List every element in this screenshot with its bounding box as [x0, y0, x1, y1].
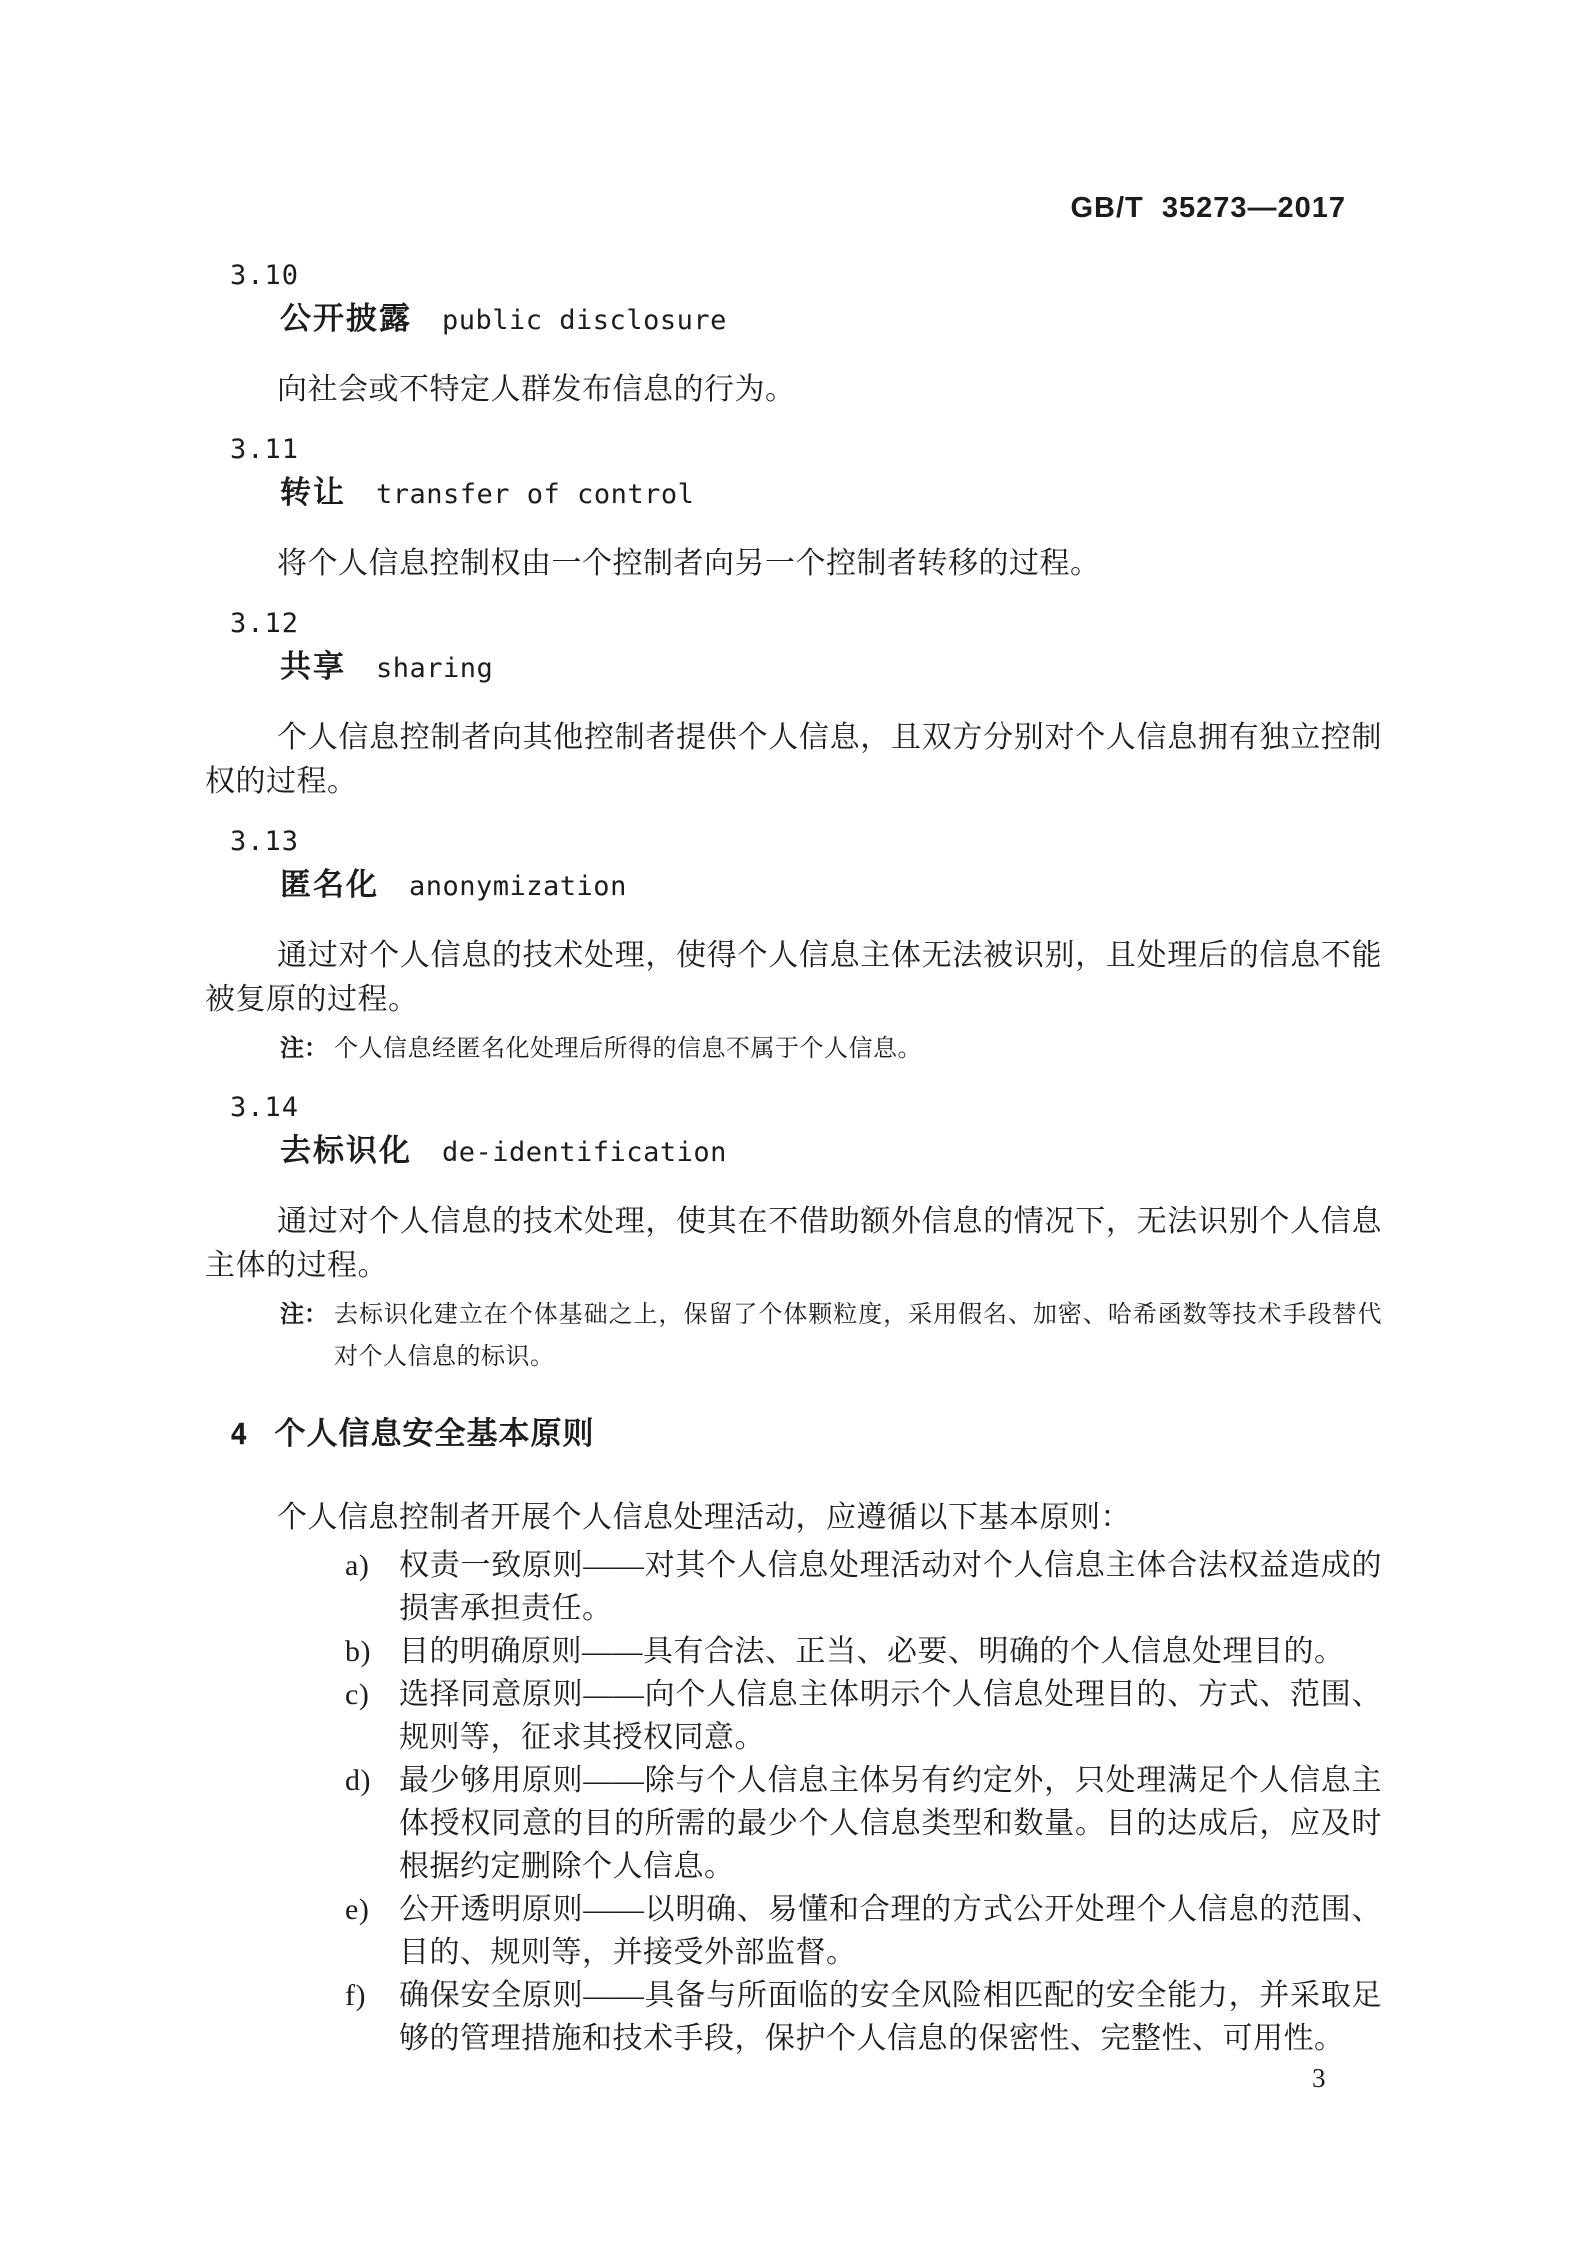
principle-item-a	[205, 1544, 1382, 1630]
term-title	[205, 298, 1382, 346]
section-heading	[205, 1412, 1382, 1456]
section-intro: 个人信息控制者开展个人信息处理活动，应遵循以下基本原则：	[277, 1501, 1131, 1534]
note-text: 个人信息经匿名化处理后所得的信息不属于个人信息。	[334, 1036, 922, 1062]
principle-text: 权责一致原则——对其个人信息处理活动对个人信息主体合法权益造成的损害承担责任。	[399, 1549, 1382, 1625]
clause-number: 3.11	[230, 434, 300, 465]
term-note	[280, 1028, 1382, 1070]
note-text: 去标识化建立在个体基础之上，保留了个体颗粒度，采用假名、加密、哈希函数等技术手段替代对个人信息的标识。	[334, 1302, 1382, 1370]
note-label: 注：	[280, 1035, 328, 1062]
term-en: sharing	[376, 653, 494, 684]
term-zh: 共享	[280, 649, 346, 684]
term-en: public disclosure	[442, 305, 727, 336]
page-number: 3	[1312, 2063, 1326, 2093]
principle-item-d	[205, 1759, 1382, 1888]
principle-marker: e)	[345, 1893, 370, 1926]
term-note	[280, 1294, 1382, 1378]
term-zh: 匿名化	[280, 867, 379, 902]
term-definition: 通过对个人信息的技术处理，使得个人信息主体无法被识别，且处理后的信息不能被复原的过程。	[205, 939, 1382, 1016]
section-title: 个人信息安全基本原则	[274, 1416, 595, 1451]
principle-item-c	[205, 1673, 1382, 1759]
section-number: 4	[230, 1417, 249, 1451]
term-title	[205, 472, 1382, 520]
clause-number: 3.12	[230, 608, 300, 639]
term-definition: 向社会或不特定人群发布信息的行为。	[277, 373, 796, 406]
clause-number: 3.14	[230, 1092, 300, 1123]
term-zh: 转让	[280, 475, 346, 510]
term-definition: 将个人信息控制权由一个控制者向另一个控制者转移的过程。	[277, 547, 1101, 580]
principle-marker: d)	[345, 1764, 371, 1797]
note-label: 注：	[280, 1301, 328, 1328]
term-title	[205, 646, 1382, 694]
term-zh: 公开披露	[280, 301, 412, 336]
principle-item-f	[205, 1974, 1382, 2060]
term-block-3-10	[205, 258, 1382, 412]
term-definition: 通过对个人信息的技术处理，使其在不借助额外信息的情况下，无法识别个人信息主体的过程。	[205, 1205, 1382, 1282]
term-en: transfer of control	[376, 479, 695, 510]
clause-number: 3.13	[230, 826, 300, 857]
doc-number-header: GB/T 35273—2017	[1070, 192, 1346, 224]
term-block-3-12	[205, 606, 1382, 804]
principle-marker: b)	[345, 1635, 371, 1668]
term-block-3-13	[205, 824, 1382, 1070]
principle-text: 目的明确原则——具有合法、正当、必要、明确的个人信息处理目的。	[399, 1635, 1345, 1668]
principle-text: 确保安全原则——具备与所面临的安全风险相匹配的安全能力，并采取足够的管理措施和技术手段，保护个人信息的保密性、完整性、可用性。	[399, 1979, 1382, 2055]
principle-marker: c)	[345, 1678, 370, 1711]
principle-marker: f)	[345, 1979, 366, 2012]
term-definition: 个人信息控制者向其他控制者提供个人信息，且双方分别对个人信息拥有独立控制权的过程。	[205, 721, 1382, 798]
term-block-3-11	[205, 432, 1382, 586]
clause-number: 3.10	[230, 260, 300, 291]
term-title	[205, 864, 1382, 912]
term-en: anonymization	[409, 871, 627, 902]
principle-text: 最少够用原则——除与个人信息主体另有约定外，只处理满足个人信息主体授权同意的目的所需的最少个人信息类型和数量。目的达成后，应及时根据约定删除个人信息。	[399, 1764, 1382, 1883]
term-title	[205, 1130, 1382, 1178]
principle-text: 选择同意原则——向个人信息主体明示个人信息处理目的、方式、范围、规则等，征求其授权同意。	[399, 1678, 1382, 1754]
term-block-3-14	[205, 1090, 1382, 1378]
term-zh: 去标识化	[280, 1133, 412, 1168]
principle-marker: a)	[345, 1549, 370, 1582]
term-en: de-identification	[442, 1137, 727, 1168]
principle-text: 公开透明原则——以明确、易懂和合理的方式公开处理个人信息的范围、目的、规则等，并接受外部监督。	[399, 1893, 1382, 1969]
principle-item-b	[205, 1630, 1382, 1673]
principle-item-e	[205, 1888, 1382, 1974]
principles-list	[205, 1544, 1382, 2060]
